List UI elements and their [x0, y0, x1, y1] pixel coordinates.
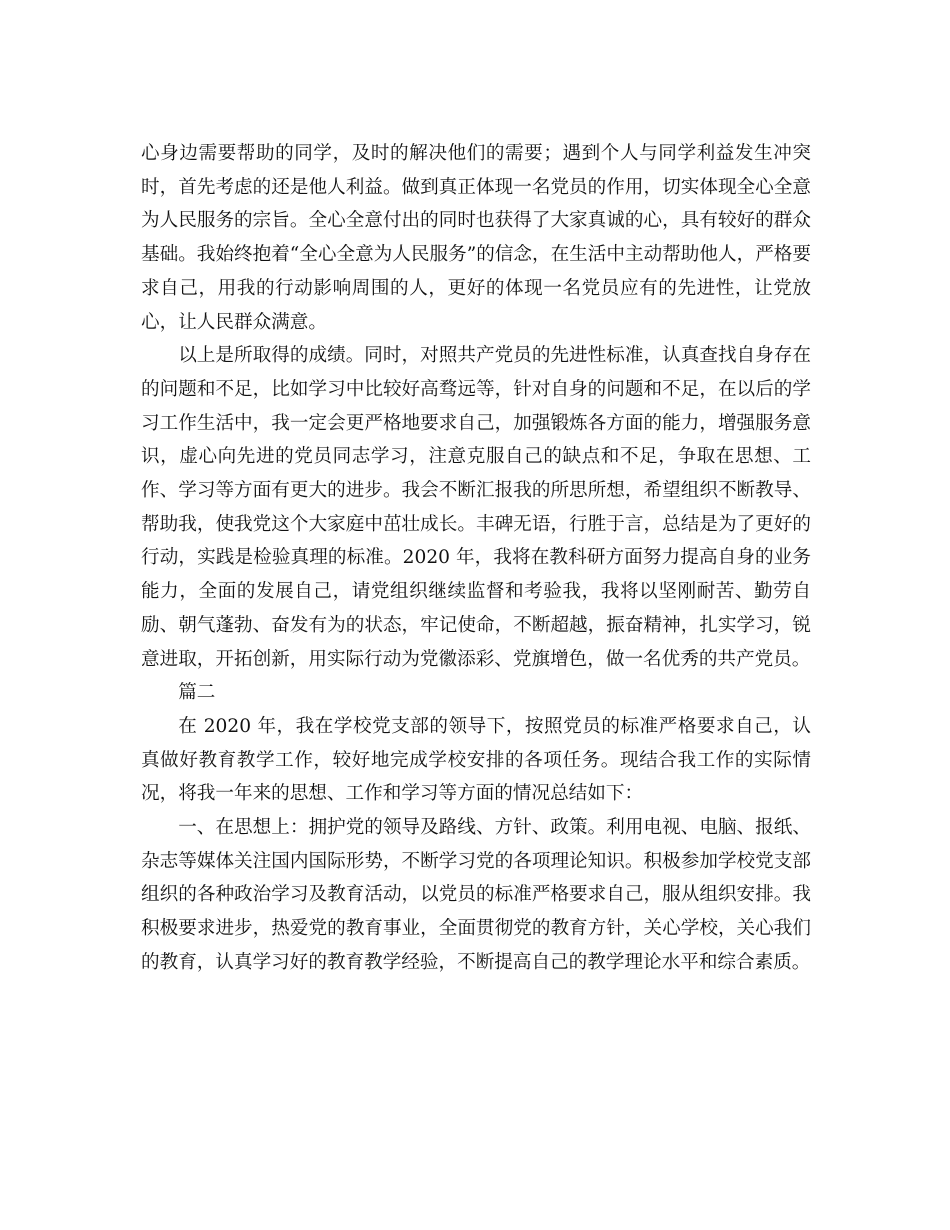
paragraph-continuation: 心身边需要帮助的同学，及时的解决他们的需要；遇到个人与同学利益发生冲突时，首先考虑的还是他人利益。做到真正体现一名党员的作用，切实体现全心全意为人民服务的宗旨。全心全意付出的同时也获得了大家真诚的心，具有较好的群众基础。我始终抱着“全心全意为人民服务”的信念，在生活中主动帮助他人，严格要求自己，用我的行动影响周围的人，更好的体现一名党员应有的先进性，让党放心，让人民群众满意。 [141, 143, 811, 333]
document-body [141, 137, 811, 980]
section-heading: 篇二 [178, 682, 216, 704]
paragraph-achievements: 以上是所取得的成绩。同时，对照共产党员的先进性标准，认真查找自身存在的问题和不足，比如学习中比较好高骛远等，针对自身的问题和不足，在以后的学习工作生活中，我一定会更严格地要求自己，加强锻炼各方面的能力，增强服务意识，虚心向先进的党员同志学习，注意克服自己的缺点和不足，争取在思想、工作、学习等方面有更大的进步。我会不断汇报我的所思所想，希望组织不断教导、帮助我，使我党这个大家庭中茁壮成长。丰碑无语，行胜于言，总结是为了更好的行动，实践是检验真理的标准。2020 年，我将在教科研方面努力提高自身的业务能力，全面的发展自己，请党组织继续监督和考验我，我将以坚刚耐苦、勤劳自励、朝气蓬勃、奋发有为的状态，牢记使命，不断超越，振奋精神，扎实学习，锐意进取，开拓创新，用实际行动为党徽添彩、党旗增色，做一名优秀的共产党员。 [141, 345, 811, 670]
paragraph-intro: 在 2020 年，我在学校党支部的领导下，按照党员的标准严格要求自己，认真做好教育教学工作，较好地完成学校安排的各项任务。现结合我工作的实际情况，将我一年来的思想、工作和学习等方面的情况总结如下： [141, 715, 811, 805]
paragraph-thought: 一、在思想上：拥护党的领导及路线、方针、政策。利用电视、电脑、报纸、杂志等媒体关注国内国际形势，不断学习党的各项理论知识。积极参加学校党支部组织的各种政治学习及教育活动，以党员的标准严格要求自己，服从组织安排。我积极要求进步，热爱党的教育事业，全面贯彻党的教育方针，关心学校，关心我们的教育，认真学习好的教育教学经验，不断提高自己的教学理论水平和综合素质。 [141, 817, 811, 973]
